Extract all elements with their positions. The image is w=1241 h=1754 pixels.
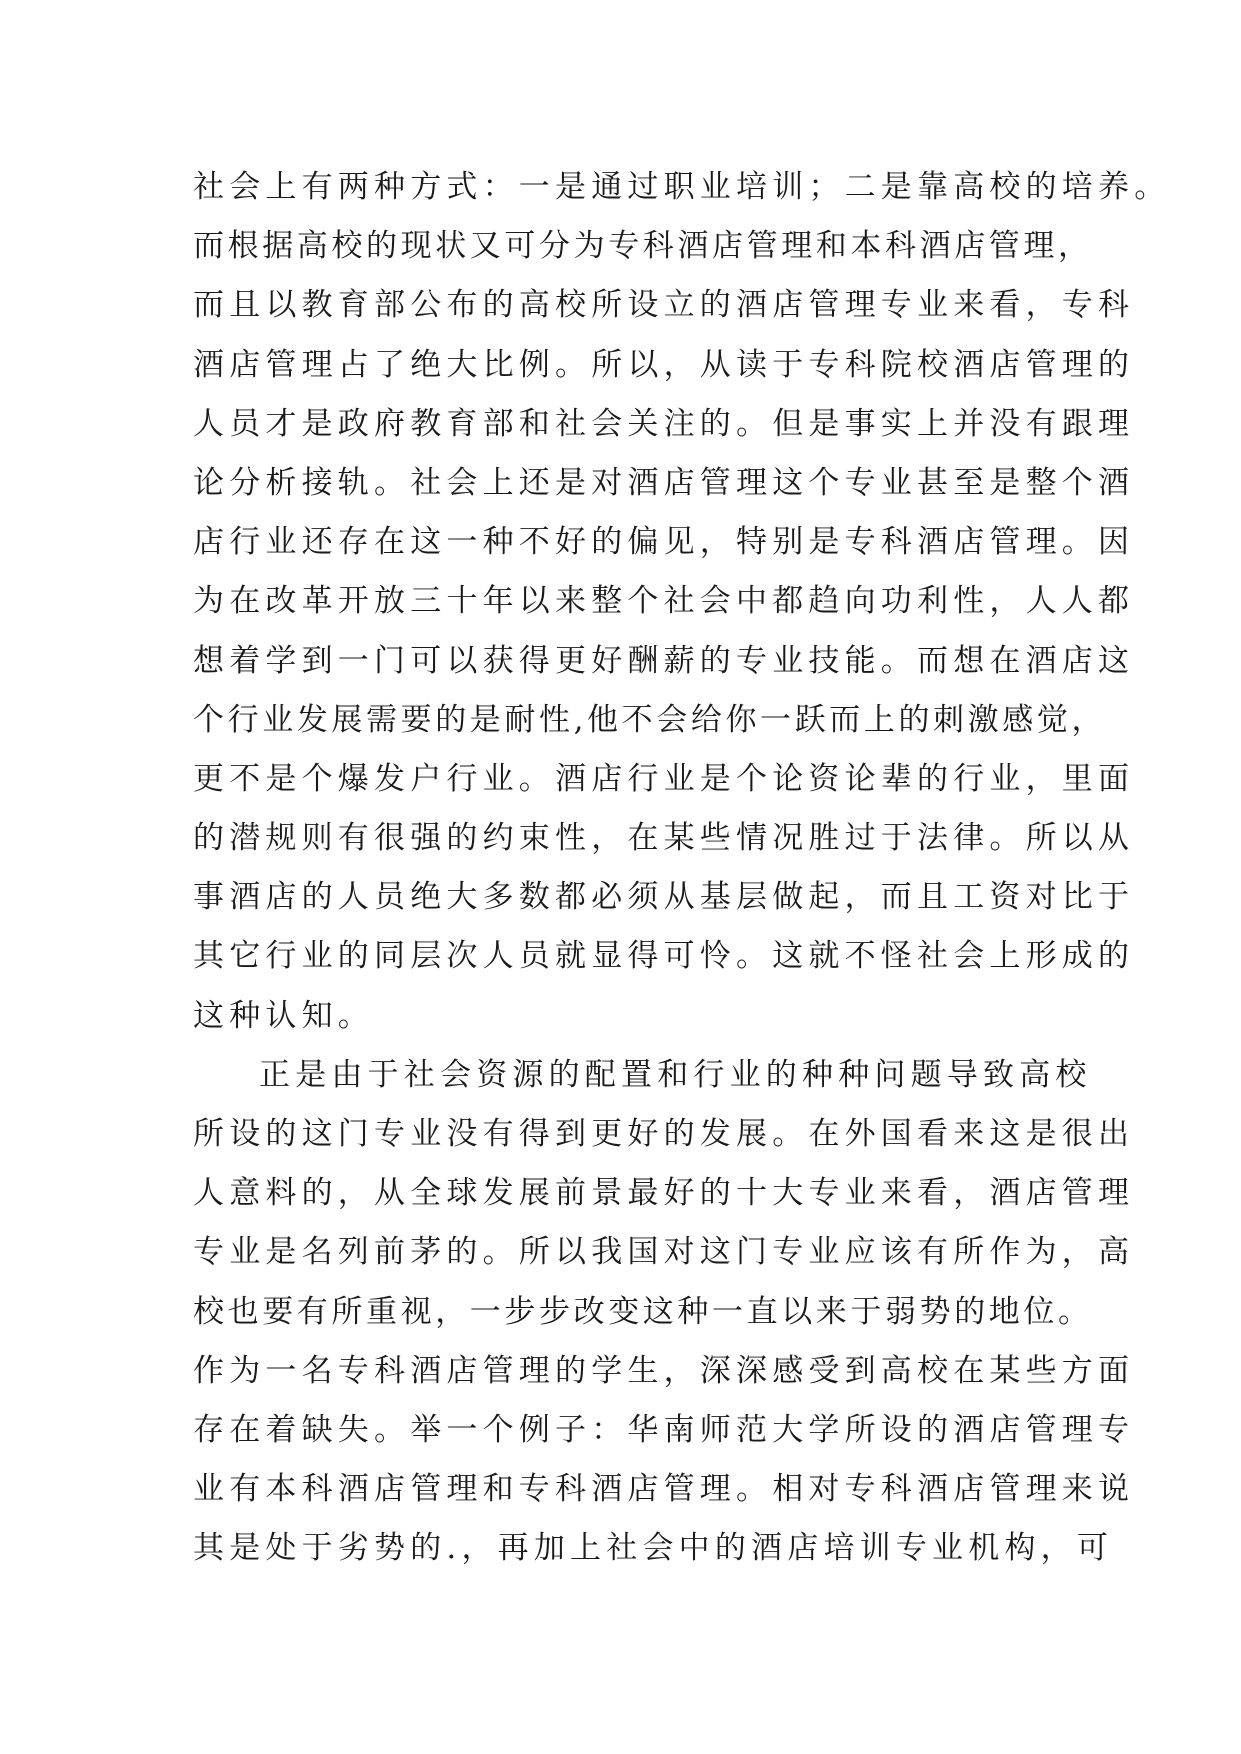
- text-line: 店行业还存在这一种不好的偏见，特别是专科酒店管理。因: [193, 524, 1135, 561]
- text-line: 为在改革开放三十年以来整个社会中都趋向功利性，人人都: [193, 583, 1135, 620]
- text-line: 其是处于劣势的.，再加上社会中的酒店培训专业机构，可: [193, 1530, 1114, 1567]
- text-line: 专业是名列前茅的。所以我国对这门专业应该有所作为，高: [193, 1234, 1135, 1271]
- text-line: 其它行业的同层次人员就显得可怜。这就不怪社会上形成的: [193, 938, 1135, 975]
- text-line: 而且以教育部公布的高校所设立的酒店管理专业来看，专科: [193, 287, 1135, 324]
- paragraph-first-line: 正是由于社会资源的配置和行业的种种问题导致高校: [259, 1056, 1092, 1093]
- text-line: 校也要有所重视，一步步改变这种一直以来于弱势的地位。: [193, 1293, 1093, 1330]
- text-line: 的潜规则有很强的约束性，在某些情况胜过于法律。所以从: [193, 820, 1135, 857]
- text-line: 想着学到一门可以获得更好酬薪的专业技能。而想在酒店这: [193, 642, 1135, 679]
- text-line: 更不是个爆发户行业。酒店行业是个论资论辈的行业，里面: [193, 760, 1135, 797]
- text-line: 个行业发展需要的是耐性,他不会给你一跃而上的刺激感觉，: [193, 701, 1107, 738]
- text-line: 人意料的，从全球发展前景最好的十大专业来看，酒店管理: [193, 1175, 1135, 1212]
- text-line: 社会上有两种方式：一是通过职业培训；二是靠高校的培养。: [193, 169, 1171, 205]
- text-line: 存在着缺失。举一个例子：华南师范大学所设的酒店管理专: [193, 1411, 1135, 1448]
- body-text: [193, 158, 1171, 1579]
- text-line: 人员才是政府教育部和社会关注的。但是事实上并没有跟理: [193, 405, 1135, 442]
- text-line: 论分析接轨。社会上还是对酒店管理这个专业甚至是整个酒: [193, 464, 1135, 501]
- text-line: 这种认知。: [193, 997, 374, 1034]
- text-line: 业有本科酒店管理和专科酒店管理。相对专科酒店管理来说: [193, 1471, 1135, 1508]
- text-line: 事酒店的人员绝大多数都必须从基层做起，而且工资对比于: [193, 879, 1135, 916]
- text-line: 酒店管理占了绝大比例。所以，从读于专科院校酒店管理的: [193, 346, 1135, 383]
- text-line: 作为一名专科酒店管理的学生，深深感受到高校在某些方面: [193, 1352, 1135, 1389]
- text-line: 而根据高校的现状又可分为专科酒店管理和本科酒店管理，: [193, 228, 1093, 265]
- text-line: 所设的这门专业没有得到更好的发展。在外国看来这是很出: [193, 1116, 1135, 1152]
